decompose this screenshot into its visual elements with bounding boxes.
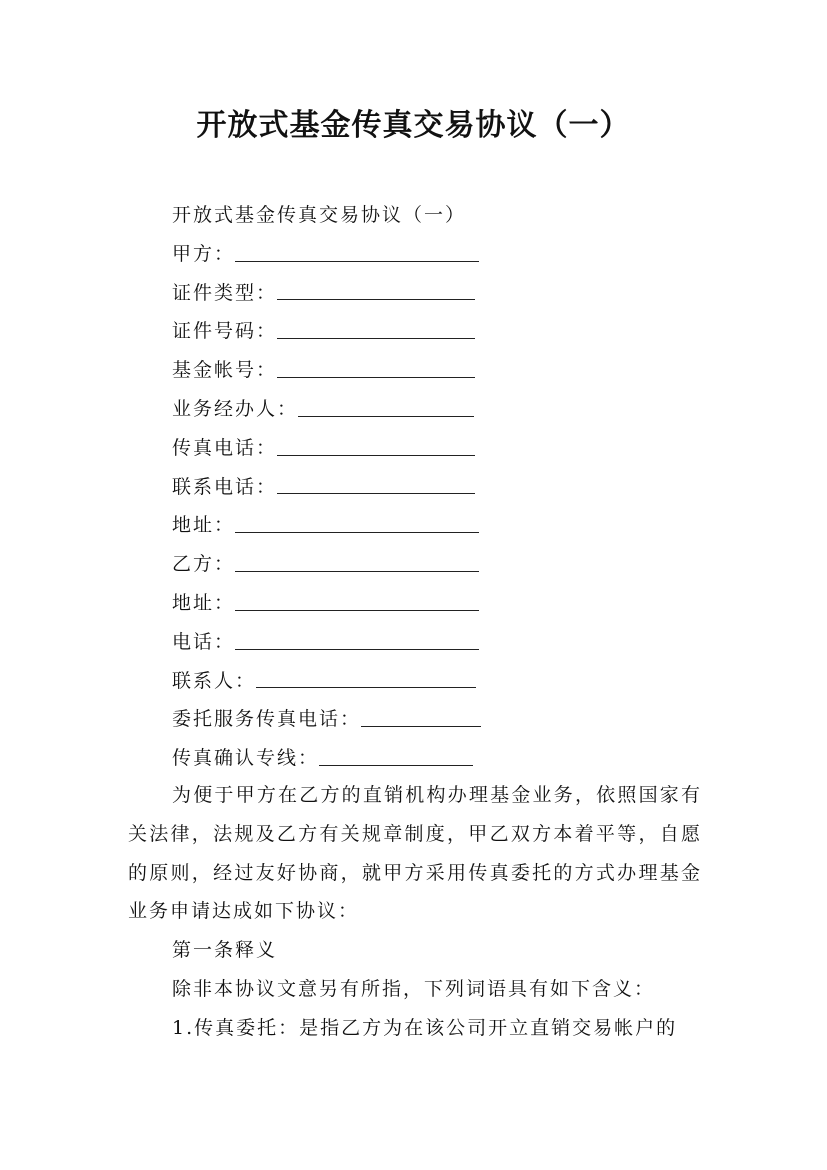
- id-number-row: [172, 312, 481, 351]
- fax-phone-row: [172, 429, 481, 468]
- party-a-address-blank: [235, 506, 479, 533]
- id-type-row: [172, 274, 481, 313]
- contact-phone-blank: [277, 467, 475, 494]
- party-a-address-row: [172, 506, 481, 545]
- fund-account-label: 基金帐号：: [172, 359, 278, 382]
- contact-person-row: [172, 662, 481, 701]
- party-b-address-row: [172, 584, 481, 623]
- party-info-form: [172, 196, 481, 778]
- handler-row: [172, 390, 481, 429]
- service-fax-label: 委托服务传真电话：: [172, 708, 362, 731]
- phone-label: 电话：: [172, 630, 236, 653]
- party-b-blank: [235, 545, 479, 572]
- party-a-blank: [235, 235, 479, 262]
- phone-blank: [235, 623, 479, 650]
- id-type-blank: [277, 273, 475, 300]
- contact-person-label: 联系人：: [172, 669, 257, 692]
- contact-phone-row: [172, 468, 481, 507]
- id-number-label: 证件号码：: [172, 320, 278, 343]
- id-number-blank: [277, 312, 475, 339]
- party-b-address-blank: [235, 584, 479, 611]
- contact-phone-label: 联系电话：: [172, 475, 278, 498]
- fax-phone-label: 传真电话：: [172, 436, 278, 459]
- party-a-address-label: 地址：: [172, 514, 236, 537]
- fund-account-blank: [277, 351, 475, 378]
- definition-intro: 除非本协议文意另有所指，下列词语具有如下含义：: [172, 978, 656, 1000]
- contact-person-blank: [256, 661, 476, 688]
- handler-blank: [298, 390, 474, 417]
- handler-label: 业务经办人：: [172, 397, 299, 420]
- party-b-label: 乙方：: [172, 553, 236, 576]
- service-fax-row: [172, 700, 481, 739]
- document-title: 开放式基金传真交易协议（一）: [196, 108, 631, 143]
- phone-row: [172, 623, 481, 662]
- article-1-title: 第一条释义: [172, 939, 278, 961]
- definition-item-1: 1.传真委托：是指乙方为在该公司开立直销交易帐户的: [172, 1017, 678, 1039]
- service-fax-blank: [361, 700, 481, 727]
- party-a-label: 甲方：: [172, 242, 236, 265]
- fax-phone-blank: [277, 429, 475, 456]
- fax-confirm-line-row: [172, 739, 481, 778]
- id-type-label: 证件类型：: [172, 281, 278, 304]
- party-b-address-label: 地址：: [172, 591, 236, 614]
- fund-account-row: [172, 351, 481, 390]
- party-a-row: [172, 235, 481, 274]
- party-b-row: [172, 545, 481, 584]
- fax-confirm-line-blank: [319, 739, 473, 766]
- fax-confirm-line-label: 传真确认专线：: [172, 747, 320, 770]
- intro-paragraph: 为便于甲方在乙方的直销机构办理基金业务，依照国家有关法律，法规及乙方有关规章制度，甲乙双方本着平等，自愿的原则，经过友好协商，就甲方采用传真委托的方式办理基金业务申请达成如下协议：: [128, 784, 702, 923]
- document-subtitle: 开放式基金传真交易协议（一）: [172, 204, 467, 226]
